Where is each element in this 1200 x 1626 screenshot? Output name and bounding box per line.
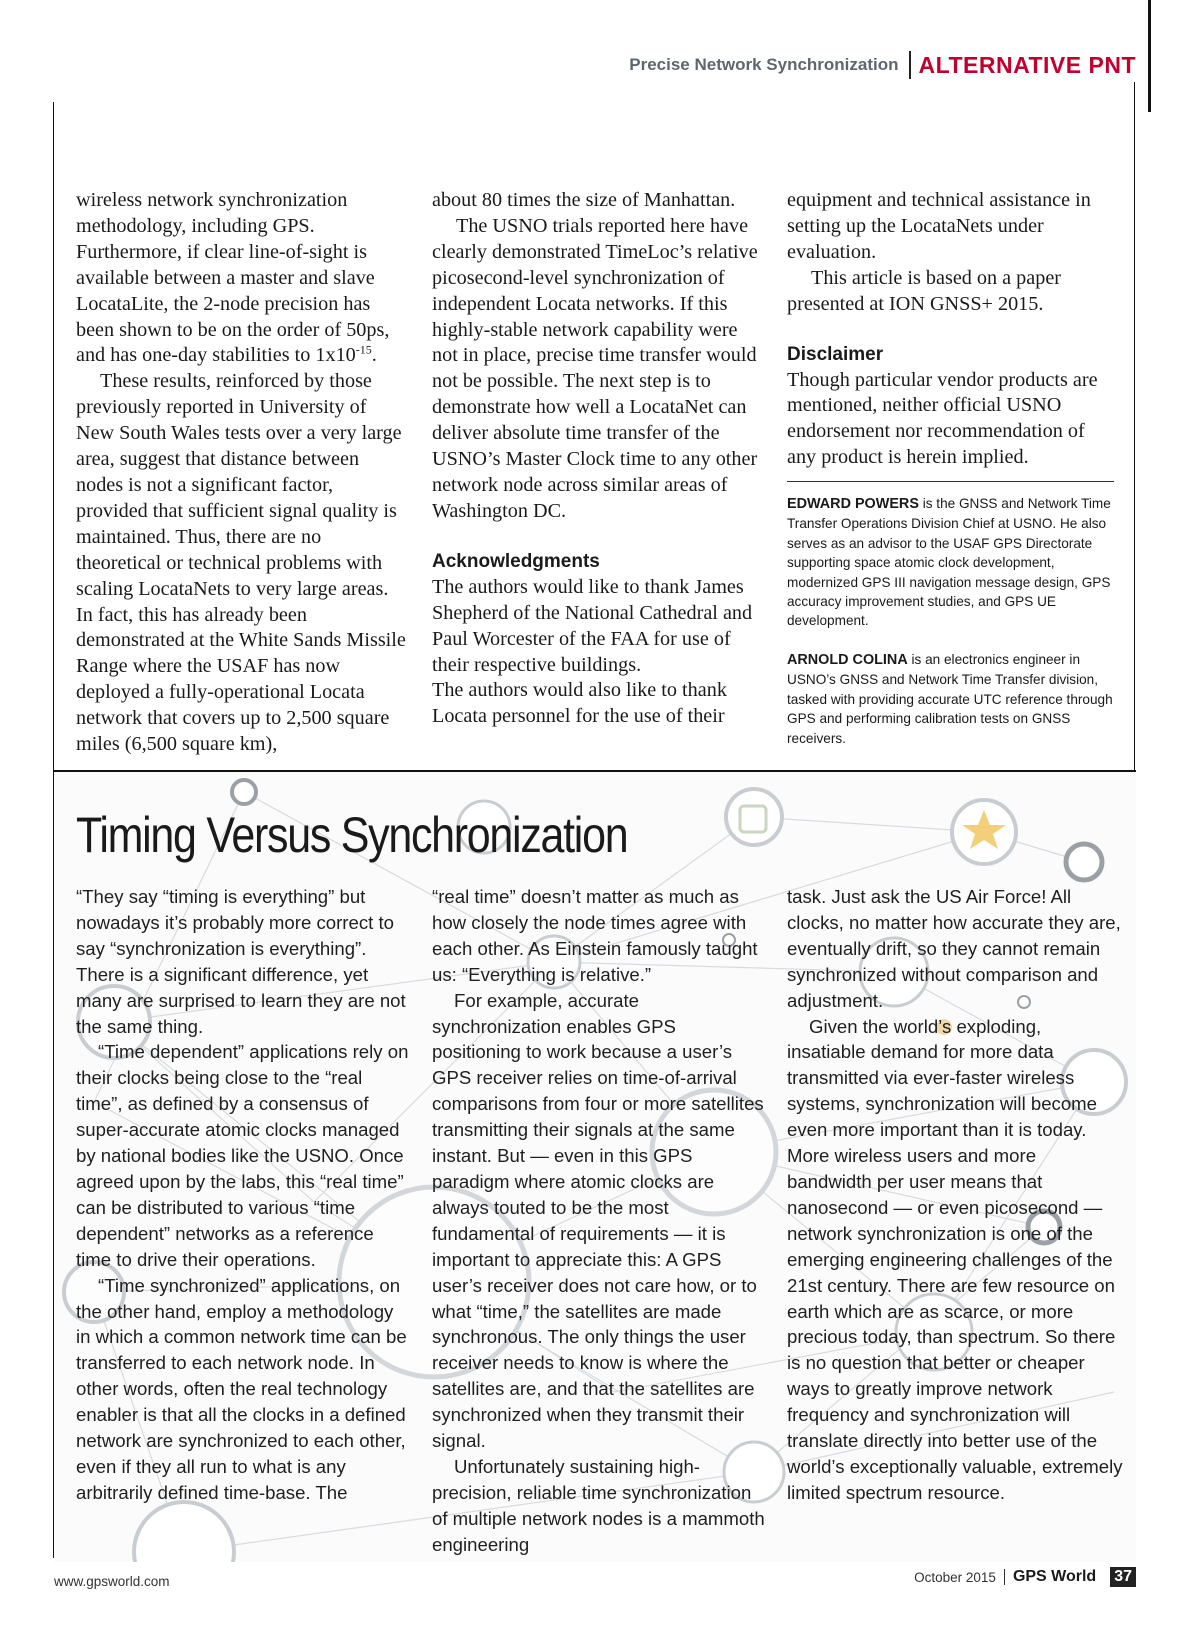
paragraph: The USNO trials reported here have clearly demonstrated TimeLoc’s relative picosecond-level synchronization of independent Locata networks. If this highly-stable network capability were not in place, precise time transfer would not be possible. The next step is to demonstrate how well a LocataNet can deliver absolute time transfer of the USNO’s Master Clock time to any other network node across similar areas of Washington DC. [432, 214, 758, 522]
paragraph: These results, reinforced by those previously reported in University of New South Wales tests over a very large area, suggest that distance between nodes is not a significant factor, provided that sufficient signal quality is maintained. Thus, there are no theoretical or technical problems with scaling LocataNets to very large areas. In fact, this has already been demonstrated at the White Sands Missile Range where the USAF has now deployed a fully-operational Locata network that covers up to 2,500 square miles (6,500 square km), [76, 370, 406, 756]
paragraph: “Time dependent” applications rely on their clocks being close to the “real time”, as defined by a consensus of super-accurate atomic clocks managed by national bodies like the USNO. Once agreed upon by the labs, this “real time” can be distributed to various “time dependent” networks as a reference time to drive their operations. [76, 1041, 409, 1270]
paragraph: “They say “timing is everything” but nowadays it’s probably more correct to say “synchronization is everything”. There is a significant difference, yet many are surprised to learn they are not the same thing. [76, 886, 406, 1037]
sidebar-title: Timing Versus Synchronization [76, 807, 628, 863]
paragraph: This article is based on a paper presented at ION GNSS+ 2015. [787, 266, 1062, 315]
issue-date: October 2015 [914, 1569, 996, 1585]
paragraph: about 80 times the size of Manhattan. [432, 189, 736, 211]
paragraph: For example, accurate synchronization enables GPS positioning to work because a user’s GPS receiver relies on time-of-arrival comparisons from four or more satellites transmitting their signals at the same instant. But — even in this GPS paradigm where atomic clocks are always touted to be the most fundamental of requirements — it is important to appreciate this: A GPS user’s receiver does not care how, or to what “time,” the satellites are made synchronous. The only things the user receiver needs to know is where the satellites are, and that the satellites are synchronized when they transmit their signal. [432, 989, 764, 1452]
acknowledgments-heading: Acknowledgments [432, 550, 600, 572]
footer-folio [914, 1567, 1136, 1587]
sidebar-left-rule [53, 772, 54, 1558]
bio-divider [787, 481, 1114, 482]
right-page-rule [1134, 82, 1135, 770]
paragraph: Given the world’s exploding, insatiable demand for more data transmitted via ever-faster wireless systems, synchronization will become even more important than it is today. More wireless users and more bandwidth per user means that nanosecond — or even picosecond — network synchronization is one of the emerging engineering challenges of the 21st century. There are few resource on earth which are as scarce, or more precious today, than spectrum. So there is no question that better or cheaper ways to greatly improve network frequency and synchronization will translate directly into better use of the world’s exceptionally valuable, extremely limited spectrum resource. [787, 1015, 1123, 1503]
paragraph: “real time” doesn’t matter as much as how closely the node times agree with each other. As Einstein famously taught us: “Everything is relative.” [432, 886, 758, 985]
paragraph: The authors would also like to thank Locata personnel for the use of their [432, 679, 727, 728]
article-column-1 [76, 188, 406, 758]
section-label: Precise Network Synchronization [629, 55, 899, 74]
running-header [629, 48, 1136, 82]
category-label: ALTERNATIVE PNT [918, 51, 1136, 78]
page-number: 37 [1110, 1567, 1136, 1587]
header-divider [909, 51, 911, 79]
right-edge-rule [1148, 0, 1151, 112]
paragraph: task. Just ask the US Air Force! All clocks, no matter how accurate they are, eventually drift, so they cannot remain synchronized without comparison and adjustment. [787, 886, 1121, 1011]
left-page-rule [53, 102, 54, 770]
sidebar-column-3 [787, 884, 1123, 1506]
paragraph: “Time synchronized” applications, on the other hand, employ a methodology in which a common network time can be transferred to each network node. In other words, often the real technology enabler is that all the clocks in a defined network are synchronized to each other, even if they all run to what is any arbitrarily defined time-base. The [76, 1274, 407, 1503]
article-column-3 [787, 188, 1117, 471]
footer-divider [1004, 1569, 1005, 1585]
author-name: ARNOLD COLINA [787, 652, 908, 668]
article-column-2 [432, 188, 764, 730]
exponent: -15 [355, 342, 372, 357]
magazine-name: GPS World [1012, 1568, 1097, 1585]
disclaimer-heading: Disclaimer [787, 343, 884, 365]
paragraph: The authors would like to thank James Shepherd of the National Cathedral and Paul Worcester of the FAA for use of their respective buildings. [432, 575, 753, 676]
paragraph: Unfortunately sustaining high-precision, reliable time synchronization of multiple network nodes is a mammoth engineering [432, 1455, 765, 1555]
footer-url: www.gpsworld.com [54, 1574, 170, 1589]
author-bio-2: ARNOLD COLINA is an electronics engineer in USNO’s GNSS and Network Time Transfer division, tasked with providing accurate UTC reference through GPS and performing calibration tests on GNSS receivers. [787, 652, 1113, 746]
paragraph: wireless network synchronization methodology, including GPS. Furthermore, if clear line-of-sight is available between a master and slave LocataLite, the 2-node precision has been shown to be on the order of 50ps, and has one-day stabilities to $1x10^{-15}$. [76, 189, 390, 367]
sidebar-column-2 [432, 884, 766, 1558]
sidebar-column-1 [76, 884, 412, 1506]
paragraph: equipment and technical assistance in setting up the LocataNets under evaluation. [787, 189, 1091, 263]
author-name: EDWARD POWERS [787, 496, 919, 512]
author-bio-1: EDWARD POWERS is the GNSS and Network Time Transfer Operations Division Chief at USNO. He also serves as an advisor to the USAF GPS Directorate supporting space atomic clock development, modernized GPS III navigation message design, GPS accuracy improvement studies, and GPS UE development. [787, 496, 1111, 629]
paragraph: Though particular vendor products are mentioned, neither official USNO endorsement nor recommendation of any product is herein implied. [787, 368, 1098, 469]
